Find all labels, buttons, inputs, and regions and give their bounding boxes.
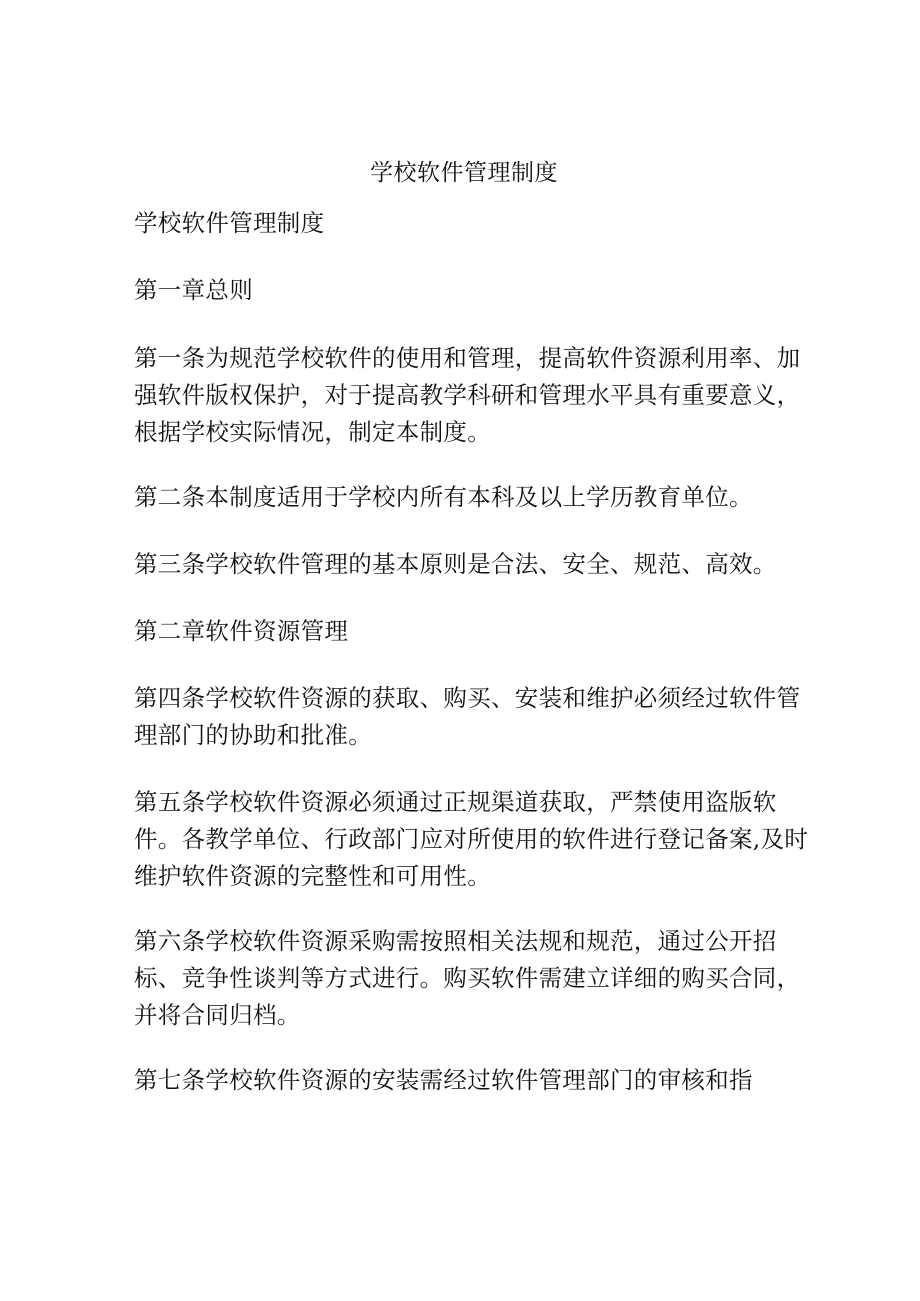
text-line: 第一章总则 <box>134 276 253 304</box>
article-3 <box>134 546 802 583</box>
text-line: 强软件版权保护，对于提高教学科研和管理水平具有重要意义， <box>134 381 801 409</box>
text-line: 第三条学校软件管理的基本原则是合法、安全、规范、高效。 <box>134 550 777 578</box>
text-line: 第一条为规范学校软件的使用和管理，提高软件资源利用率、加 <box>134 344 801 372</box>
text-line: 第二章软件资源管理 <box>134 617 349 645</box>
page-title: 学校软件管理制度 <box>370 160 558 186</box>
text-line: 第二条本制度适用于学校内所有本科及以上学历教育单位。 <box>134 483 753 511</box>
text-line: 第六条学校软件资源采购需按照相关法规和规范，通过公开招 <box>134 927 777 955</box>
article-2 <box>134 479 802 516</box>
article-4 <box>134 680 802 754</box>
article-7 <box>134 1062 802 1099</box>
chapter-heading-1 <box>134 272 802 309</box>
text-line: 第五条学校软件资源必须通过正规渠道获取，严禁使用盗版软 <box>134 788 777 816</box>
chapter-heading-2 <box>134 613 802 650</box>
text-line: 第四条学校软件资源的获取、购买、安装和维护必须经过软件管 <box>134 684 801 712</box>
text-line: 维护软件资源的完整性和可用性。 <box>134 862 491 890</box>
text-line: 第七条学校软件资源的安装需经过软件管理部门的审核和指 <box>134 1066 753 1094</box>
text-line: 件。各教学单位、行政部门应对所使用的软件进行登记备案,及时 <box>134 825 809 853</box>
text-line: 学校软件管理制度 <box>134 209 325 237</box>
article-6 <box>134 923 802 1034</box>
article-5 <box>134 784 809 895</box>
article-1 <box>134 340 802 451</box>
document-subtitle <box>134 205 802 242</box>
text-line: 根据学校实际情况，制定本制度。 <box>134 418 491 446</box>
text-line: 理部门的协助和批准。 <box>134 721 372 749</box>
text-line: 标、竞争性谈判等方式进行。购买软件需建立详细的购买合同， <box>134 964 801 992</box>
text-line: 并将合同归档。 <box>134 1001 301 1029</box>
